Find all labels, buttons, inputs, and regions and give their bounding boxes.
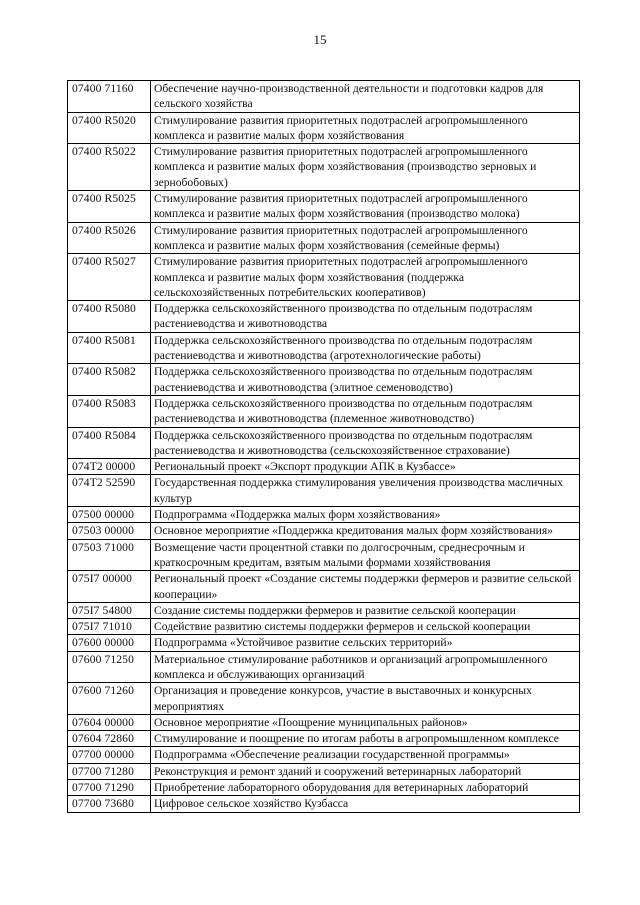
row-code: 07700 71290 — [68, 780, 151, 796]
row-code: 07700 73680 — [68, 796, 151, 812]
table-row — [68, 635, 580, 651]
table-row — [68, 459, 580, 475]
row-code: 07400 R5080 — [68, 301, 151, 333]
page-number: 15 — [313, 32, 327, 47]
row-name: Материальное стимулирование работников и организаций агропромышленного комплекса и обслуживающих организаций — [151, 651, 580, 683]
row-name: Создание системы поддержки фермеров и развитие сельской кооперации — [151, 602, 580, 618]
row-code: 07400 R5083 — [68, 395, 151, 427]
table-row — [68, 364, 580, 396]
row-code: 075I7 54800 — [68, 602, 151, 618]
row-name: Основное мероприятие «Поощрение муниципальных районов» — [151, 714, 580, 730]
table-row — [68, 651, 580, 683]
table-row — [68, 780, 580, 796]
table-row — [68, 427, 580, 459]
row-code: 07600 71260 — [68, 683, 151, 715]
row-name: Стимулирование развития приоритетных подотраслей агропромышленного комплекса и развитие малых форм хозяйствования — [151, 112, 580, 144]
row-code: 07500 00000 — [68, 507, 151, 523]
row-code: 07700 00000 — [68, 747, 151, 763]
row-name: Региональный проект «Создание системы поддержки фермеров и развитие сельской кооперации» — [151, 571, 580, 603]
row-name: Поддержка сельскохозяйственного производства по отдельным подотраслям растениеводства и животноводства (элитное семеноводство) — [151, 364, 580, 396]
row-name: Возмещение части процентной ставки по долгосрочным, среднесрочным и краткосрочным кредитам, взятым малыми формами хозяйствования — [151, 539, 580, 571]
row-name: Содействие развитию системы поддержки фермеров и сельской кооперации — [151, 619, 580, 635]
row-name: Поддержка сельскохозяйственного производства по отдельным подотраслям растениеводства и животноводства (племенное животноводство) — [151, 395, 580, 427]
table-row — [68, 714, 580, 730]
row-name: Реконструкция и ремонт зданий и сооружений ветеринарных лабораторий — [151, 763, 580, 779]
row-code: 074T2 00000 — [68, 459, 151, 475]
table-row — [68, 571, 580, 603]
table-row — [68, 507, 580, 523]
row-name: Государственная поддержка стимулирования увеличения производства масличных культур — [151, 475, 580, 507]
table-body — [68, 81, 580, 813]
row-name: Стимулирование развития приоритетных подотраслей агропромышленного комплекса и развитие малых форм хозяйствования (поддержка сельскохозяйственных потребительских кооперативов) — [151, 254, 580, 301]
table-row — [68, 683, 580, 715]
row-code: 07400 R5025 — [68, 191, 151, 223]
row-code: 07400 R5081 — [68, 332, 151, 364]
row-code: 07503 71000 — [68, 539, 151, 571]
row-code: 07503 00000 — [68, 523, 151, 539]
row-code: 07400 R5027 — [68, 254, 151, 301]
table-row — [68, 81, 580, 113]
table-row — [68, 301, 580, 333]
row-code: 07400 R5022 — [68, 144, 151, 191]
table-row — [68, 395, 580, 427]
row-name: Цифровое сельское хозяйство Кузбасса — [151, 796, 580, 812]
row-name: Подпрограмма «Устойчивое развитие сельских территорий» — [151, 635, 580, 651]
row-code: 07400 R5020 — [68, 112, 151, 144]
table-row — [68, 254, 580, 301]
table-row — [68, 112, 580, 144]
table-row — [68, 731, 580, 747]
table-row — [68, 222, 580, 254]
table-row — [68, 763, 580, 779]
row-name: Поддержка сельскохозяйственного производства по отдельным подотраслям растениеводства и животноводства (агротехнологические работы) — [151, 332, 580, 364]
row-code: 07400 71160 — [68, 81, 151, 113]
row-name: Стимулирование и поощрение по итогам работы в агропромышленном комплексе — [151, 731, 580, 747]
row-code: 07700 71280 — [68, 763, 151, 779]
row-name: Основное мероприятие «Поддержка кредитования малых форм хозяйствования» — [151, 523, 580, 539]
row-name: Приобретение лабораторного оборудования для ветеринарных лабораторий — [151, 780, 580, 796]
row-code: 075I7 71010 — [68, 619, 151, 635]
row-name: Поддержка сельскохозяйственного производства по отдельным подотраслям растениеводства и животноводства — [151, 301, 580, 333]
row-name: Обеспечение научно-производственной деятельности и подготовки кадров для сельского хозяйства — [151, 81, 580, 113]
row-code: 07400 R5026 — [68, 222, 151, 254]
budget-codes-table — [67, 80, 580, 813]
row-name: Организация и проведение конкурсов, участие в выставочных и конкурсных мероприятиях — [151, 683, 580, 715]
table-row — [68, 539, 580, 571]
row-code: 074T2 52590 — [68, 475, 151, 507]
row-name: Подпрограмма «Обеспечение реализации государственной программы» — [151, 747, 580, 763]
row-name: Стимулирование развития приоритетных подотраслей агропромышленного комплекса и развитие малых форм хозяйствования (семейные фермы) — [151, 222, 580, 254]
table-row — [68, 144, 580, 191]
row-name: Стимулирование развития приоритетных подотраслей агропромышленного комплекса и развитие малых форм хозяйствования (производство зерновых и зернобобовых) — [151, 144, 580, 191]
table-row — [68, 475, 580, 507]
row-name: Региональный проект «Экспорт продукции АПК в Кузбассе» — [151, 459, 580, 475]
row-code: 07600 71250 — [68, 651, 151, 683]
row-name: Подпрограмма «Поддержка малых форм хозяйствования» — [151, 507, 580, 523]
table-row — [68, 796, 580, 812]
table-row — [68, 523, 580, 539]
row-code: 07600 00000 — [68, 635, 151, 651]
row-code: 07604 00000 — [68, 714, 151, 730]
row-code: 07400 R5082 — [68, 364, 151, 396]
row-code: 07604 72860 — [68, 731, 151, 747]
row-name: Поддержка сельскохозяйственного производства по отдельным подотраслям растениеводства и животноводства (сельскохозяйственное страхование) — [151, 427, 580, 459]
row-code: 07400 R5084 — [68, 427, 151, 459]
table-row — [68, 747, 580, 763]
table-row — [68, 332, 580, 364]
row-code: 075I7 00000 — [68, 571, 151, 603]
table-row — [68, 602, 580, 618]
table-row — [68, 619, 580, 635]
row-name: Стимулирование развития приоритетных подотраслей агропромышленного комплекса и развитие малых форм хозяйствования (производство молока) — [151, 191, 580, 223]
table-row — [68, 191, 580, 223]
